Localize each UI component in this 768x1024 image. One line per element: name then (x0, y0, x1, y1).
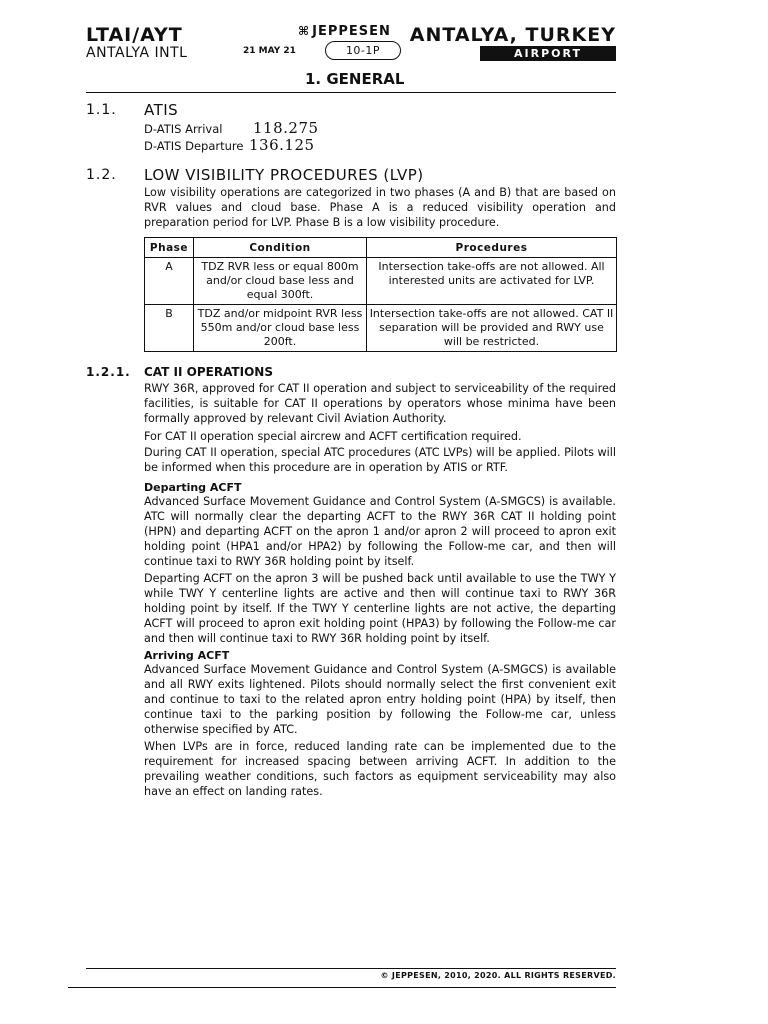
section-title: 1. GENERAL (305, 70, 405, 88)
cat2-paragraph-3: During CAT II operation, special ATC procedures (ATC LVPs) will be applied. Pilots will be informed when this procedure are in operation by ATIS or RTF. (144, 446, 616, 474)
arriving-paragraph-1: Advanced Surface Movement Guidance and Control System (A-SMGCS) is available and all RWY exits lightened. Pilots should normally select the first convenient exit and continue to taxi to the related apron entry holding point (HPA) by itself, then continue taxi to the parking position by following the Follow-me car, unless otherwise specified by ATC. (144, 663, 616, 736)
heading-atis: ATIS (144, 101, 179, 119)
jeppesen-logo (298, 24, 391, 39)
lvp-table-header-row (145, 238, 617, 258)
lvp-col-condition: Condition (194, 238, 367, 258)
footer-bottom-divider (68, 987, 616, 988)
chart-date: 21 MAY 21 (243, 46, 296, 56)
heading-lvp: LOW VISIBILITY PROCEDURES (LVP) (144, 166, 424, 184)
atis-arrival-label: D-ATIS Arrival (144, 122, 223, 136)
condition-cell: TDZ and/or midpoint RVR less 550m and/or cloud base less 200ft. (194, 305, 367, 352)
airport-location: ANTALYA, TURKEY (409, 24, 616, 46)
briefing-label: AIRPORT BRIEFING (480, 46, 616, 61)
atis-departure-frequency: 136.125 (249, 136, 315, 154)
header-divider (86, 92, 616, 93)
procedures-cell: Intersection take-offs are not allowed. CAT II separation will be provided and RWY use will be restricted. (367, 305, 617, 352)
phase-cell: A (145, 258, 194, 305)
condition-cell: TDZ RVR less or equal 800m and/or cloud base less and equal 300ft. (194, 258, 367, 305)
lvp-col-phase: Phase (145, 238, 194, 258)
lvp-col-procedures: Procedures (367, 238, 617, 258)
chart-number: 10-1P (325, 41, 401, 60)
atis-arrival-frequency: 118.275 (253, 119, 319, 137)
airport-name: ANTALYA INTL (86, 45, 188, 61)
cat2-paragraph-2: For CAT II operation special aircrew and ACFT certification required. (144, 430, 522, 443)
section-number-atis: 1.1. (86, 102, 117, 118)
airport-identifier: LTAI/AYT (86, 24, 183, 46)
procedures-cell: Intersection take-offs are not allowed. All interested units are activated for LVP. (367, 258, 617, 305)
departing-paragraph-2: Departing ACFT on the apron 3 will be pushed back until available to use the TWY Y while TWY Y centerline lights are active and then will continue taxi to RWY 36R holding point by itself. If the TWY Y centerline lights are not active, the departing ACFT will proceed to apron exit holding point (HPA3) by following the Follow-me car and then will continue taxi to RWY 36R holding point by itself. (144, 572, 616, 645)
departing-acft-heading: Departing ACFT (144, 481, 242, 494)
departing-paragraph-1: Advanced Surface Movement Guidance and Control System (A-SMGCS) is available. ATC will normally clear the departing ACFT to the RWY 36R CAT II holding point (HPN) and departing ACFT on the apron 1 and/or apron 2 will proceed to apron exit holding point (HPA1 and/or HPA2) by following the Follow-me car, and then will continue taxi to RWY 36R holding point by itself. (144, 495, 616, 568)
arriving-acft-heading: Arriving ACFT (144, 649, 230, 662)
copyright-notice: © JEPPESEN, 2010, 2020. ALL RIGHTS RESERVED. (380, 971, 616, 980)
section-number-cat2: 1.2.1. (86, 365, 131, 379)
footer-divider (86, 968, 616, 969)
section-number-lvp: 1.2. (86, 167, 117, 183)
cat2-paragraph-1: RWY 36R, approved for CAT II operation and subject to serviceability of the required facilities, is suitable for CAT II operations by operators whose minima have been formally approved by relevant Civil Aviation Authority. (144, 382, 616, 425)
table-row (145, 305, 617, 352)
lvp-intro: Low visibility operations are categorized in two phases (A and B) that are based on RVR values and cloud base. Phase A is a reduced visibility operation and preparation period for LVP. Phase B is a low visibility procedure. (144, 186, 616, 229)
atis-departure-label: D-ATIS Departure (144, 139, 244, 153)
lvp-table (144, 237, 617, 352)
arriving-paragraph-2: When LVPs are in force, reduced landing rate can be implemented due to the requirement for increased spacing between arriving ACFT. In addition to the prevailing weather conditions, such factors as equipment serviceability may also have an effect on landing rates. (144, 740, 616, 798)
phase-cell: B (145, 305, 194, 352)
jeppesen-logo-icon: ⌘ (298, 24, 311, 38)
jeppesen-logo-text: JEPPESEN (312, 24, 391, 39)
table-row (145, 258, 617, 305)
heading-cat2: CAT II OPERATIONS (144, 365, 273, 379)
